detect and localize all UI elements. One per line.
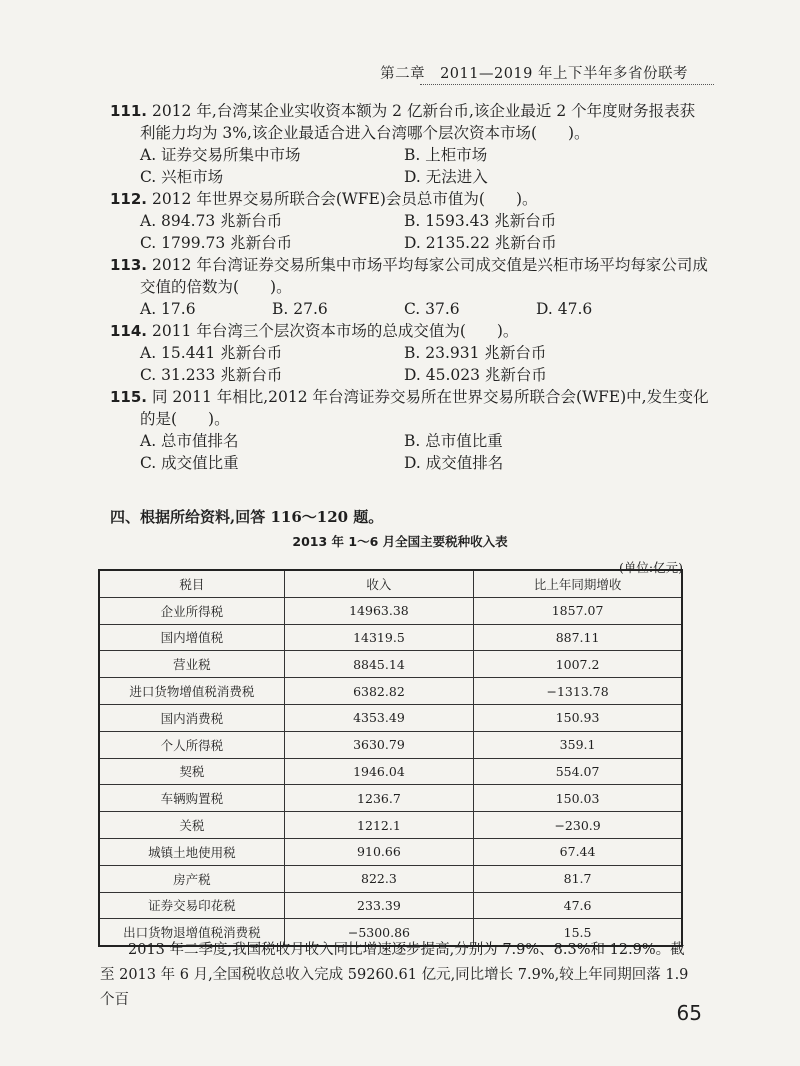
answer-option: C. 成交值比重 xyxy=(140,454,239,472)
table-row xyxy=(99,758,682,785)
table-row xyxy=(99,597,682,624)
running-header: 第二章 2011—2019 年上下半年多省份联考 xyxy=(380,66,688,82)
answer-option: A. 17.6 xyxy=(140,300,196,318)
question-number: 112. xyxy=(110,190,148,208)
cell-revenue: 14319.5 xyxy=(284,624,473,651)
cell-revenue: 3630.79 xyxy=(284,731,473,758)
cell-revenue: −5300.86 xyxy=(284,919,473,946)
table-row xyxy=(99,731,682,758)
table-row xyxy=(99,838,682,865)
cell-increase: 887.11 xyxy=(474,624,682,651)
answer-option: D. 无法进入 xyxy=(404,168,488,186)
cell-tax-item: 国内增值税 xyxy=(99,624,284,651)
header-dotted-rule xyxy=(420,84,714,85)
cell-revenue: 8845.14 xyxy=(284,651,473,678)
cell-revenue: 4353.49 xyxy=(284,704,473,731)
question-list xyxy=(110,100,710,474)
answer-option: D. 45.023 兆新台币 xyxy=(404,366,547,384)
answer-option: D. 成交值排名 xyxy=(404,454,504,472)
question-number: 111. xyxy=(110,102,148,120)
answer-option: A. 总市值排名 xyxy=(140,432,239,450)
cell-increase: 1857.07 xyxy=(474,597,682,624)
table-header-row xyxy=(99,570,682,597)
question-text xyxy=(110,320,710,342)
answer-option: C. 兴柜市场 xyxy=(140,168,224,186)
table-title: 2013 年 1～6 月全国主要税种收入表 xyxy=(292,534,508,549)
question-number: 113. xyxy=(110,256,148,274)
cell-revenue: 14963.38 xyxy=(284,597,473,624)
cell-tax-item: 个人所得税 xyxy=(99,731,284,758)
option-list xyxy=(110,342,710,386)
answer-option: A. 15.441 兆新台币 xyxy=(140,344,283,362)
cell-increase: 150.03 xyxy=(474,785,682,812)
cell-revenue: 233.39 xyxy=(284,892,473,919)
question-stem: 2011 年台湾三个层次资本市场的总成交值为( )。 xyxy=(151,322,519,340)
cell-tax-item: 出口货物退增值税消费税 xyxy=(99,919,284,946)
cell-tax-item: 国内消费税 xyxy=(99,704,284,731)
cell-increase: 1007.2 xyxy=(474,651,682,678)
table-row xyxy=(99,678,682,705)
answer-option: B. 总市值比重 xyxy=(404,432,503,450)
table-body xyxy=(99,597,682,946)
header-cell-item: 税目 xyxy=(99,570,284,597)
question-stem: 2012 年,台湾某企业实收资本额为 2 亿新台币,该企业最近 2 个年度财务报表获利能力均为 3%,该企业最适合进入台湾哪个层次资本市场( )。 xyxy=(140,102,696,142)
question-block xyxy=(110,100,710,188)
table-row xyxy=(99,865,682,892)
question-block xyxy=(110,386,710,474)
cell-revenue: 1212.1 xyxy=(284,812,473,839)
cell-increase: 81.7 xyxy=(474,865,682,892)
answer-option: B. 1593.43 兆新台币 xyxy=(404,212,557,230)
answer-option: B. 23.931 兆新台币 xyxy=(404,344,547,362)
table-row xyxy=(99,892,682,919)
question-text xyxy=(110,100,710,144)
cell-tax-item: 城镇土地使用税 xyxy=(99,838,284,865)
option-list xyxy=(110,144,710,188)
question-block xyxy=(110,188,710,254)
header-cell-revenue: 收入 xyxy=(284,570,473,597)
answer-option: B. 27.6 xyxy=(272,300,328,318)
header-cell-increase: 比上年同期增收 xyxy=(474,570,682,597)
material-paragraph: 2013 年二季度,我国税收月收入同比增速逐步提高,分别为 7.9%、8.3%和 12.9%。截至 2013 年 6 月,全国税收总收入完成 59260.61 亿元,同比增长 7.9%,较上年同期回落 1.9 个百 xyxy=(100,942,689,1008)
question-block xyxy=(110,320,710,386)
cell-tax-item: 房产税 xyxy=(99,865,284,892)
cell-tax-item: 证券交易印花税 xyxy=(99,892,284,919)
option-list xyxy=(110,298,710,320)
cell-revenue: 6382.82 xyxy=(284,678,473,705)
cell-tax-item: 关税 xyxy=(99,812,284,839)
table-row xyxy=(99,785,682,812)
cell-tax-item: 契税 xyxy=(99,758,284,785)
question-number: 114. xyxy=(110,322,148,340)
cell-increase: 150.93 xyxy=(474,704,682,731)
cell-increase: 47.6 xyxy=(474,892,682,919)
table-row xyxy=(99,704,682,731)
table-row xyxy=(99,812,682,839)
option-list xyxy=(110,430,710,474)
option-list xyxy=(110,210,710,254)
cell-tax-item: 进口货物增值税消费税 xyxy=(99,678,284,705)
answer-option: C. 31.233 兆新台币 xyxy=(140,366,283,384)
answer-option: A. 894.73 兆新台币 xyxy=(140,212,283,230)
question-stem: 同 2011 年相比,2012 年台湾证券交易所在世界交易所联合会(WFE)中,发生变化的是( )。 xyxy=(140,388,709,428)
answer-option: A. 证券交易所集中市场 xyxy=(140,146,301,164)
cell-increase: 67.44 xyxy=(474,838,682,865)
tax-revenue-table xyxy=(98,569,683,947)
cell-tax-item: 企业所得税 xyxy=(99,597,284,624)
cell-revenue: 822.3 xyxy=(284,865,473,892)
question-text xyxy=(110,254,710,298)
question-block xyxy=(110,254,710,320)
cell-revenue: 910.66 xyxy=(284,838,473,865)
answer-option: C. 37.6 xyxy=(404,300,460,318)
cell-increase: −230.9 xyxy=(474,812,682,839)
answer-option: D. 2135.22 兆新台币 xyxy=(404,234,557,252)
question-stem: 2012 年世界交易所联合会(WFE)会员总市值为( )。 xyxy=(151,190,538,208)
question-number: 115. xyxy=(110,388,148,406)
answer-option: B. 上柜市场 xyxy=(404,146,488,164)
table-row xyxy=(99,651,682,678)
cell-increase: 359.1 xyxy=(474,731,682,758)
cell-tax-item: 营业税 xyxy=(99,651,284,678)
answer-option: C. 1799.73 兆新台币 xyxy=(140,234,293,252)
table-unit: (单位:亿元) xyxy=(619,560,683,575)
section-heading: 四、根据所给资料,回答 116～120 题。 xyxy=(110,508,384,526)
cell-increase: 554.07 xyxy=(474,758,682,785)
cell-revenue: 1236.7 xyxy=(284,785,473,812)
question-stem: 2012 年台湾证券交易所集中市场平均每家公司成交值是兴柜市场平均每家公司成交值的倍数为( )。 xyxy=(140,256,708,296)
answer-option: D. 47.6 xyxy=(536,300,593,318)
page-number: 65 xyxy=(676,1001,702,1025)
cell-revenue: 1946.04 xyxy=(284,758,473,785)
table-row xyxy=(99,624,682,651)
cell-increase: 15.5 xyxy=(474,919,682,946)
question-text xyxy=(110,386,710,430)
cell-tax-item: 车辆购置税 xyxy=(99,785,284,812)
question-text xyxy=(110,188,710,210)
cell-increase: −1313.78 xyxy=(474,678,682,705)
